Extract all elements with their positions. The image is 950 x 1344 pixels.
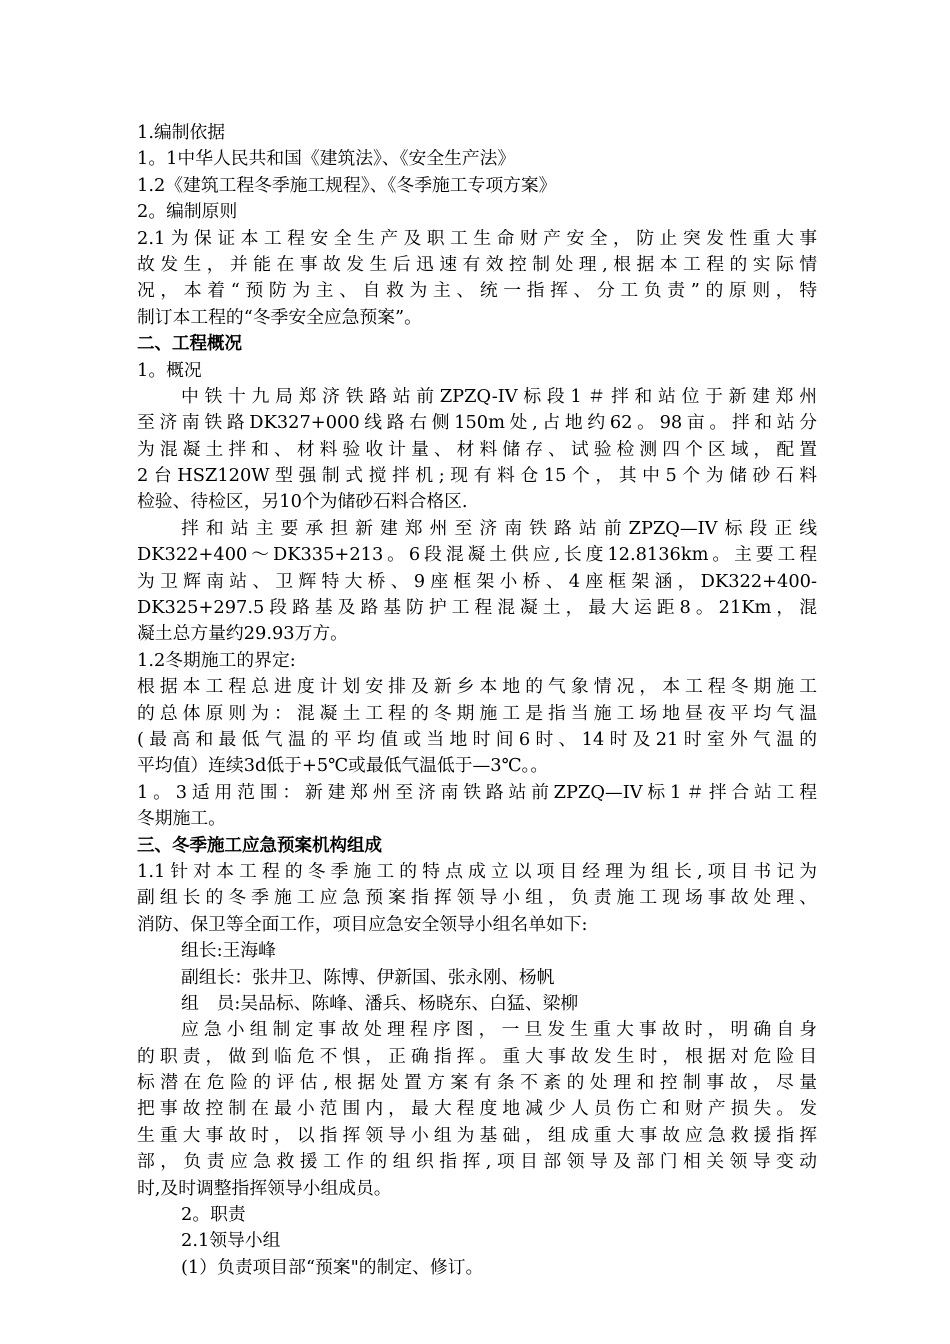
section-heading-overview: 二、工程概况 [137,334,242,355]
paragraph-line: 中铁十九局郑济铁路站前ZPZQ-IV标段1＃拌和站位于新建郑州 [181,385,817,407]
paragraph-line: 为混凝土拌和、材料验收计量、材料储存、试验检测四个区域，配置 [137,438,817,460]
paragraph-line: 消防、保卫等全面工作，项目应急安全领导小组名单如下: [137,913,588,935]
paragraph-line: 平均值）连续3d低于+5℃或最低气温低于—3℃。。 [137,755,549,777]
subheading-duties: 2。职责 [181,1204,246,1226]
paragraph-line: 至济南铁路DK327+000线路右侧150m处,占地约62。98亩。拌和站分 [137,412,817,434]
duty-item-1: (1）负责项目部“预案"的制定、修订。 [181,1256,484,1278]
section-heading-basis: 1.编制依据 [137,122,226,143]
paragraph-line: 时,及时调整指挥领导小组成员。 [137,1177,392,1199]
subheading-winter-definition: 1.2冬期施工的界定: [137,649,296,671]
paragraph-line: 应急小组制定事故处理程序图，一旦发生重大事故时，明确自身 [181,1019,817,1041]
paragraph-line: 况，本着“预防为主、自救为主、统一指挥、分工负责”的原则，特 [137,280,817,302]
team-leader: 组长:王海峰 [181,940,276,962]
team-deputy-leaders: 副组长：张井卫、陈博、伊新国、张永刚、杨帆 [181,966,555,988]
section-heading-organization: 三、冬季施工应急预案机构组成 [137,835,382,856]
subheading-overview: 1。概况 [137,359,202,381]
paragraph-line: 副组长的冬季施工应急预案指挥领导小组，负责施工现场事故处理、 [137,887,817,909]
paragraph-line: 根据本工程总进度计划安排及新乡本地的气象情况，本工程冬期施工 [137,676,817,698]
paragraph-line: 制订本工程的“冬季安全应急预案”。 [137,306,422,328]
paragraph-line: 2台HSZ120W型强制式搅拌机;现有料仓15个，其中5个为储砂石料 [137,465,817,487]
paragraph-line: 1。3适用范围：新建郑州至济南铁路站前ZPZQ—IV标1＃拌合站工程 [137,781,817,803]
paragraph-line: 1.1针对本工程的冬季施工的特点成立以项目经理为组长,项目书记为 [137,860,817,882]
paragraph-line: 2.1为保证本工程安全生产及职工生命财产安全，防止突发性重大事 [137,227,817,249]
basis-item-1-2: 1.2《建筑工程冬季施工规程》、《冬季施工专项方案》 [137,174,557,196]
paragraph-line: DK325+297.5段路基及路基防护工程混凝土，最大运距8。21Km，混 [137,597,817,619]
paragraph-line: 拌和站主要承担新建郑州至济南铁路站前ZPZQ—IV标段正线 [181,517,817,539]
paragraph-line: 故发生，并能在事故发生后迅速有效控制处理,根据本工程的实际情 [137,253,817,275]
paragraph-line: 的职责，做到临危不惧，正确指挥。重大事故发生时，根据对危险目 [137,1045,817,1067]
paragraph-line: 生重大事故时，以指挥领导小组为基础，组成重大事故应急救援指挥 [137,1124,817,1146]
paragraph-line: 为卫辉南站、卫辉特大桥、9座框架小桥、4座框架涵，DK322+400- [137,570,817,592]
paragraph-line: 标潜在危险的评估,根据处置方案有条不紊的处理和控制事故，尽量 [137,1072,817,1094]
paragraph-line: 检验、待检区，另10个为储砂石料合格区. [137,491,468,513]
paragraph-line: (最高和最低气温的平均值或当地时间6时、14时及21时室外气温的 [137,728,817,750]
paragraph-line: 冬期施工。 [137,808,226,830]
paragraph-line: 部，负责应急救援工作的组织指挥,项目部领导及部门相关领导变动 [137,1151,817,1173]
subheading-leadership-group: 2.1领导小组 [181,1230,281,1252]
basis-item-1-1: 1。1中华人民共和国《建筑法》、《安全生产法》 [137,148,516,170]
team-members: 组 员:吴品标、陈峰、潘兵、杨晓东、白猛、梁柳 [181,992,579,1014]
paragraph-line: 把事故控制在最小范围内，最大程度地减少人员伤亡和财产损失。发 [137,1098,817,1120]
paragraph-line: 的总体原则为：混凝土工程的冬期施工是指当施工场地昼夜平均气温 [137,702,817,724]
section-heading-principles: 2。编制原则 [137,201,238,223]
document-page [137,120,817,1281]
paragraph-line: 凝土总方量约29.93万方。 [137,623,348,645]
paragraph-line: DK322+400～DK335+213。6段混凝土供应,长度12.8136km。主要工程 [137,544,817,566]
